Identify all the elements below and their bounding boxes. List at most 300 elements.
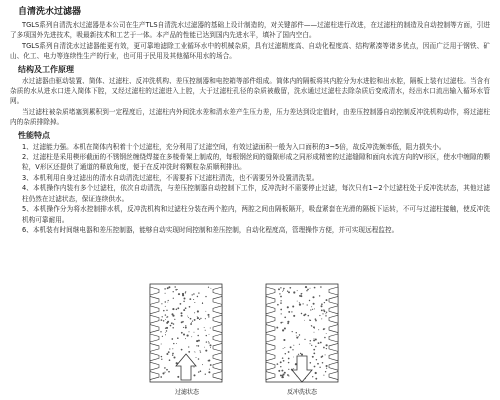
particle-dot bbox=[198, 371, 199, 372]
filter-slot bbox=[266, 287, 275, 295]
filter-slot bbox=[150, 325, 159, 333]
particle-dot bbox=[202, 303, 203, 304]
particle-dot bbox=[280, 361, 282, 363]
particle-dot bbox=[169, 348, 170, 349]
particle-dot bbox=[301, 293, 302, 294]
particle-dot bbox=[177, 307, 179, 309]
feature-item: 3、本机利用自身过滤出的清水自动清洗过滤柱，不需要拆下过滤柱清洗，也不需要另外设置清洗泵。 bbox=[22, 173, 319, 182]
particle-dot bbox=[312, 376, 313, 377]
particle-dot bbox=[166, 310, 167, 311]
particle-dot bbox=[185, 291, 186, 292]
filter-slot-teeth bbox=[329, 287, 338, 380]
particle-dot bbox=[167, 316, 169, 318]
particle-dot bbox=[202, 364, 203, 365]
particle-dot bbox=[208, 371, 210, 373]
filter-diagram-svg bbox=[0, 274, 500, 400]
particle-dot bbox=[298, 354, 299, 355]
particle-dot bbox=[293, 357, 294, 358]
particle-dot bbox=[313, 326, 315, 328]
filter-diagrams bbox=[0, 274, 500, 400]
filter-slot bbox=[266, 325, 275, 333]
particle-dot bbox=[320, 286, 322, 288]
particle-dot bbox=[161, 344, 162, 345]
particle-dot bbox=[197, 310, 199, 312]
particle-dot bbox=[313, 353, 315, 355]
particle-dot bbox=[205, 318, 206, 319]
particle-dot bbox=[315, 320, 316, 321]
particle-dot bbox=[183, 301, 184, 302]
particle-dot bbox=[185, 325, 186, 326]
particle-dot bbox=[316, 359, 317, 360]
particle-dot bbox=[194, 319, 196, 321]
particle-dot bbox=[299, 304, 301, 306]
feature-item: 6、本机装有时间继电器和差压控制器，能够自动实现时间控制和差压控制，自动化程度高，管理操作方便，并可实现远程监控。 bbox=[22, 225, 399, 234]
particle-dot bbox=[185, 307, 187, 309]
particle-dot bbox=[283, 360, 285, 362]
filter-slot bbox=[329, 362, 338, 370]
particle-dot bbox=[161, 359, 162, 360]
filter-slot bbox=[150, 343, 159, 351]
particle-dot bbox=[314, 308, 315, 309]
particle-dot bbox=[311, 326, 312, 327]
particle-dot bbox=[194, 312, 195, 313]
filter-slot bbox=[150, 315, 159, 323]
particle-dot bbox=[319, 315, 320, 316]
particle-dot bbox=[205, 330, 206, 331]
particle-dot bbox=[168, 300, 169, 301]
particle-dot bbox=[280, 296, 282, 298]
particle-dot bbox=[167, 287, 169, 289]
particle-dot bbox=[318, 329, 319, 330]
particle-dot bbox=[191, 336, 192, 337]
particle-dot bbox=[305, 286, 307, 288]
particle-dot bbox=[288, 311, 290, 313]
particle-dot bbox=[313, 349, 315, 351]
particle-dot bbox=[325, 371, 326, 372]
particle-dot bbox=[326, 344, 328, 346]
particle-dot bbox=[177, 289, 178, 290]
particle-dot bbox=[181, 332, 183, 334]
particle-dot bbox=[314, 366, 316, 368]
particle-dot bbox=[309, 300, 310, 301]
particle-dot bbox=[322, 313, 323, 314]
particle-dot bbox=[197, 328, 199, 330]
filter-slot bbox=[329, 353, 338, 361]
particle-dot bbox=[312, 356, 314, 358]
particle-dot bbox=[165, 332, 166, 333]
particle-dot bbox=[167, 321, 169, 323]
particle-dot bbox=[296, 335, 297, 336]
particle-dot bbox=[207, 314, 209, 316]
particle-dot bbox=[317, 363, 319, 365]
particle-dot bbox=[301, 313, 302, 314]
particle-dot bbox=[280, 287, 281, 288]
particle-dot bbox=[177, 376, 179, 378]
feature-item: 5、本机操作分为将水控制排水机，反冲洗机构和过滤柱分装在两个腔内，两腔之间由隔板隔开，吸盘紧套在光滑的隔板下运转，不可与过滤柱接触，使反冲洗机构可靠耐用。 bbox=[22, 205, 490, 224]
particle-dot bbox=[198, 345, 200, 347]
particle-dot bbox=[282, 357, 284, 359]
particle-dot bbox=[172, 308, 174, 310]
particle-dot bbox=[190, 323, 192, 325]
filter-slot bbox=[213, 334, 222, 342]
particle-dot bbox=[194, 302, 195, 303]
particle-dot bbox=[194, 351, 195, 352]
particle-dot bbox=[198, 340, 200, 342]
particle-dot bbox=[174, 357, 176, 359]
particle-dot bbox=[199, 350, 200, 351]
particle-dot bbox=[299, 344, 300, 345]
particle-dot bbox=[310, 288, 311, 289]
particle-dot bbox=[313, 303, 315, 305]
particle-dot bbox=[281, 370, 283, 372]
particle-dot bbox=[197, 296, 198, 297]
particle-dot bbox=[293, 368, 294, 369]
particle-dot bbox=[281, 313, 282, 314]
particle-dot bbox=[204, 327, 205, 328]
feature-item: 1、过滤能力强。本机在简体内积着十个过滤柱，充分利用了过滤空间，有效过滤面积一般为入口面积的3~5倍，故反冲洗频率低，阻力损失小。 bbox=[22, 142, 446, 151]
particle-dot bbox=[299, 295, 301, 297]
particle-dot bbox=[315, 378, 317, 380]
particle-dot bbox=[314, 338, 315, 339]
intro-paragraph: TGLS系列自清洗水过滤器是本公司在生产TLS自清洗水过滤器的基础上设计制造的，对关键部件——过滤柱进行改进，在过滤柱的制造及自动控制等方面，引进了多项国外先进技术，吸最新技术和工艺于一体。本产品的性能已达到国内先进水平，填补了国内空白。 bbox=[10, 21, 490, 40]
particle-dot bbox=[315, 372, 317, 374]
particle-dot bbox=[292, 349, 293, 350]
particle-dot bbox=[326, 333, 327, 334]
particle-dot bbox=[292, 331, 293, 332]
filter-slot bbox=[213, 362, 222, 370]
particle-dot bbox=[197, 316, 198, 317]
filter-slot bbox=[150, 287, 159, 295]
particle-dot bbox=[200, 352, 201, 353]
filter-slot bbox=[329, 372, 338, 380]
particle-dot bbox=[205, 374, 206, 375]
particle-dot bbox=[322, 355, 324, 357]
particle-dot bbox=[206, 341, 207, 342]
particle-dot bbox=[167, 302, 168, 303]
particle-dot bbox=[300, 353, 301, 354]
particle-dot bbox=[181, 321, 183, 323]
particle-dot bbox=[309, 343, 310, 344]
particle-dot bbox=[173, 298, 174, 299]
particle-dot bbox=[193, 366, 194, 367]
particle-dot bbox=[293, 345, 294, 346]
particle-dot bbox=[208, 342, 209, 343]
particle-dot bbox=[185, 338, 186, 339]
particle-dot bbox=[164, 367, 166, 369]
filter-slot bbox=[150, 362, 159, 370]
particle-dot bbox=[189, 306, 191, 308]
particle-dot bbox=[210, 327, 211, 328]
filter-slot-teeth bbox=[150, 287, 159, 380]
particle-dot bbox=[289, 287, 291, 289]
particle-dot bbox=[278, 288, 280, 290]
particle-dot bbox=[187, 335, 189, 337]
particle-dot bbox=[171, 338, 173, 340]
particle-dot bbox=[326, 348, 327, 349]
particle-dot bbox=[298, 336, 299, 337]
particle-dot bbox=[177, 337, 179, 339]
particle-dot bbox=[208, 287, 209, 288]
particle-dot bbox=[168, 286, 170, 288]
filter-slot bbox=[150, 353, 159, 361]
particle-dot bbox=[283, 290, 284, 291]
particle-dot bbox=[198, 358, 200, 360]
filter-slot bbox=[266, 372, 275, 380]
particle-dot bbox=[318, 342, 320, 344]
particle-dot bbox=[304, 320, 305, 321]
particle-dot bbox=[172, 348, 173, 349]
particle-dot bbox=[178, 293, 180, 295]
particle-dot bbox=[282, 374, 284, 376]
particle-dot bbox=[287, 291, 288, 292]
particle-dot bbox=[288, 375, 289, 376]
particle-dot bbox=[321, 303, 323, 305]
particle-dot bbox=[311, 306, 312, 307]
filtering-state-caption: 过滤状态 bbox=[175, 389, 200, 396]
particle-dot bbox=[210, 364, 212, 366]
particle-dot bbox=[172, 354, 173, 355]
particle-dot bbox=[191, 322, 192, 323]
particle-dot bbox=[315, 346, 316, 347]
particle-dot bbox=[288, 291, 290, 293]
particle-dot bbox=[208, 341, 209, 342]
particle-dot bbox=[284, 372, 286, 374]
particle-dot bbox=[173, 323, 175, 325]
particle-dot bbox=[185, 327, 187, 329]
particle-dot bbox=[192, 320, 193, 321]
particle-dot bbox=[314, 287, 316, 289]
particle-dot bbox=[172, 322, 173, 323]
particle-dot bbox=[166, 369, 168, 371]
filter-slot bbox=[329, 343, 338, 351]
particle-dot bbox=[301, 353, 303, 355]
particle-dot bbox=[165, 334, 166, 335]
particle-dot bbox=[206, 335, 207, 336]
particle-dot bbox=[325, 315, 326, 316]
filter-slot bbox=[266, 306, 275, 314]
particle-dot bbox=[319, 367, 320, 368]
filter-slot bbox=[266, 334, 275, 342]
particle-dot bbox=[276, 327, 278, 329]
particle-dot bbox=[304, 339, 305, 340]
particle-dot bbox=[288, 362, 289, 363]
particle-dot bbox=[326, 368, 327, 369]
particle-dot bbox=[165, 293, 166, 294]
particle-dot bbox=[165, 306, 166, 307]
particle-dot bbox=[319, 295, 320, 296]
filter-slot bbox=[266, 362, 275, 370]
particle-dot bbox=[284, 316, 286, 318]
particle-dot bbox=[323, 375, 324, 376]
particle-dot bbox=[299, 334, 300, 335]
particle-dot bbox=[279, 293, 280, 294]
particle-dot bbox=[176, 309, 178, 311]
particle-dot bbox=[277, 363, 279, 365]
particle-dot bbox=[321, 305, 323, 307]
particle-dot bbox=[192, 294, 193, 295]
particle-dot bbox=[181, 315, 183, 317]
particle-dot bbox=[210, 347, 211, 348]
particle-dot bbox=[173, 343, 174, 344]
particle-dot bbox=[174, 319, 175, 320]
particle-dot bbox=[165, 328, 166, 329]
particle-dot bbox=[196, 345, 197, 346]
particle-dot bbox=[183, 309, 185, 311]
particle-dot bbox=[293, 291, 295, 293]
particle-dot bbox=[170, 325, 172, 327]
feature-item: 4、本机操作内装有多个过滤柱，依次自动清洗，与差压控制器自动控制下工作，反冲洗时不需要停止过滤，每次只有1~2个过滤柱处于反冲洗状态，其他过滤柱仍然在过滤状态，保证连续供水。 bbox=[22, 184, 490, 203]
filter-slot bbox=[213, 353, 222, 361]
particle-dot bbox=[324, 328, 325, 329]
particle-dot bbox=[297, 301, 298, 302]
particle-dot bbox=[277, 304, 279, 306]
particle-dot bbox=[285, 353, 286, 354]
particle-dot bbox=[287, 321, 289, 323]
particle-dot bbox=[288, 369, 289, 370]
particle-dot bbox=[188, 331, 189, 332]
particle-dot bbox=[169, 359, 171, 361]
filter-slot bbox=[266, 315, 275, 323]
particle-dot bbox=[323, 309, 324, 310]
particle-dot bbox=[175, 289, 177, 291]
filter-slot bbox=[150, 372, 159, 380]
particle-dot bbox=[312, 309, 313, 310]
particle-dot bbox=[314, 332, 315, 333]
filter-slot bbox=[329, 334, 338, 342]
particle-dot bbox=[326, 365, 328, 367]
particle-dot bbox=[193, 299, 194, 300]
backwash-paragraph: 当过滤柱被杂质堵塞到累积到一定程度后，过滤柱内外间洗水差和清水差产生压力差，压力差达到设定值时，由差压控制器自动控制反冲洗机构动作，将过滤柱内的杂质排除掉。 bbox=[10, 107, 490, 127]
particle-dot bbox=[297, 290, 298, 291]
filter-slot bbox=[329, 315, 338, 323]
particle-dot bbox=[181, 312, 183, 314]
particle-dot bbox=[325, 354, 326, 355]
particle-dot bbox=[278, 370, 280, 372]
particle-dot bbox=[311, 345, 312, 346]
particle-dot bbox=[193, 374, 195, 376]
filter-slot bbox=[329, 287, 338, 295]
filter-slot bbox=[150, 296, 159, 304]
particle-dot bbox=[290, 346, 292, 348]
particle-dot bbox=[315, 318, 317, 320]
particle-dot bbox=[172, 315, 174, 317]
particle-dot bbox=[309, 319, 310, 320]
particle-dot bbox=[160, 376, 162, 378]
particle-dot bbox=[283, 348, 284, 349]
particle-dot bbox=[282, 329, 284, 331]
particle-dot bbox=[280, 302, 282, 304]
particle-dot bbox=[193, 293, 195, 295]
filter-slot-teeth bbox=[213, 287, 222, 380]
filtering-state-diagram bbox=[150, 284, 222, 396]
particle-dot bbox=[166, 353, 168, 355]
filter-slot bbox=[213, 315, 222, 323]
particle-dot bbox=[197, 335, 199, 337]
particle-dot bbox=[164, 288, 166, 290]
filter-slot bbox=[213, 343, 222, 351]
particle-dot bbox=[168, 371, 170, 373]
particle-dot bbox=[326, 312, 327, 313]
particle-dot bbox=[307, 289, 309, 291]
particle-dot bbox=[187, 316, 188, 317]
particle-dot bbox=[190, 318, 192, 320]
particle-dot bbox=[196, 357, 197, 358]
particle-dot bbox=[288, 351, 290, 353]
particle-dot bbox=[314, 328, 315, 329]
particle-dot bbox=[208, 316, 209, 317]
particle-dot bbox=[194, 332, 195, 333]
particle-dot bbox=[293, 315, 295, 317]
particle-dot bbox=[320, 342, 322, 344]
particle-dot bbox=[313, 339, 315, 341]
particle-dot bbox=[165, 314, 166, 315]
backwash-state-caption: 反冲洗状态 bbox=[287, 389, 318, 396]
particle-dot bbox=[182, 293, 184, 295]
particle-dot bbox=[303, 303, 304, 304]
filter-slot bbox=[266, 343, 275, 351]
particle-dot bbox=[162, 336, 163, 337]
particle-dot bbox=[287, 306, 289, 308]
filter-slot bbox=[329, 296, 338, 304]
particle-dot bbox=[195, 352, 196, 353]
particle-dot bbox=[164, 372, 165, 373]
particle-dot bbox=[282, 322, 283, 323]
particle-dot bbox=[315, 338, 317, 340]
particle-dot bbox=[183, 333, 185, 335]
particle-dot bbox=[282, 291, 283, 292]
particle-dot bbox=[161, 303, 162, 304]
filter-slot bbox=[213, 325, 222, 333]
particle-dot bbox=[292, 305, 294, 307]
particle-dot bbox=[284, 347, 285, 348]
particle-dot bbox=[181, 349, 183, 351]
filter-slot bbox=[266, 353, 275, 361]
application-paragraph: TGLS系列自清洗水过滤器能更有效，更可靠地滤除工业循环水中的机械杂质，具有过滤精度高、自动化程度高、结构紧凑等诸多优点，因而广泛用于钢铁、矿山、化工、电力等连续性生产的行业，也可用于民用及其他循环用水的场合。 bbox=[10, 41, 490, 61]
particle-dot bbox=[312, 296, 314, 298]
particle-dot bbox=[200, 370, 202, 372]
particle-dot bbox=[308, 315, 310, 317]
filter-slot bbox=[150, 306, 159, 314]
particle-dot bbox=[205, 350, 207, 352]
particle-dot bbox=[183, 327, 184, 328]
particle-dot bbox=[321, 318, 322, 319]
particle-dot bbox=[326, 299, 328, 301]
particle-dot bbox=[173, 291, 174, 292]
particle-dot bbox=[180, 303, 182, 305]
particle-dot bbox=[197, 317, 199, 319]
particle-dot bbox=[199, 319, 200, 320]
particle-dot bbox=[209, 369, 210, 370]
filter-slot bbox=[329, 325, 338, 333]
particle-dot bbox=[310, 309, 311, 310]
particle-dot bbox=[283, 288, 285, 290]
document-title: 自清洗水过滤器 bbox=[18, 7, 82, 17]
up-arrow-icon bbox=[176, 354, 196, 380]
filter-slot bbox=[213, 372, 222, 380]
particle-dot bbox=[189, 298, 191, 300]
particle-dot bbox=[304, 313, 306, 315]
filter-slot bbox=[213, 306, 222, 314]
particle-dot bbox=[324, 337, 326, 339]
particle-dot bbox=[162, 316, 163, 317]
particle-dot bbox=[280, 322, 282, 324]
features-heading: 性能特点 bbox=[18, 130, 50, 140]
particle-dot bbox=[280, 309, 282, 311]
backwash-state-diagram bbox=[266, 284, 338, 396]
particle-dot bbox=[288, 358, 290, 360]
particle-dot bbox=[296, 332, 297, 333]
particle-dot bbox=[208, 359, 210, 361]
